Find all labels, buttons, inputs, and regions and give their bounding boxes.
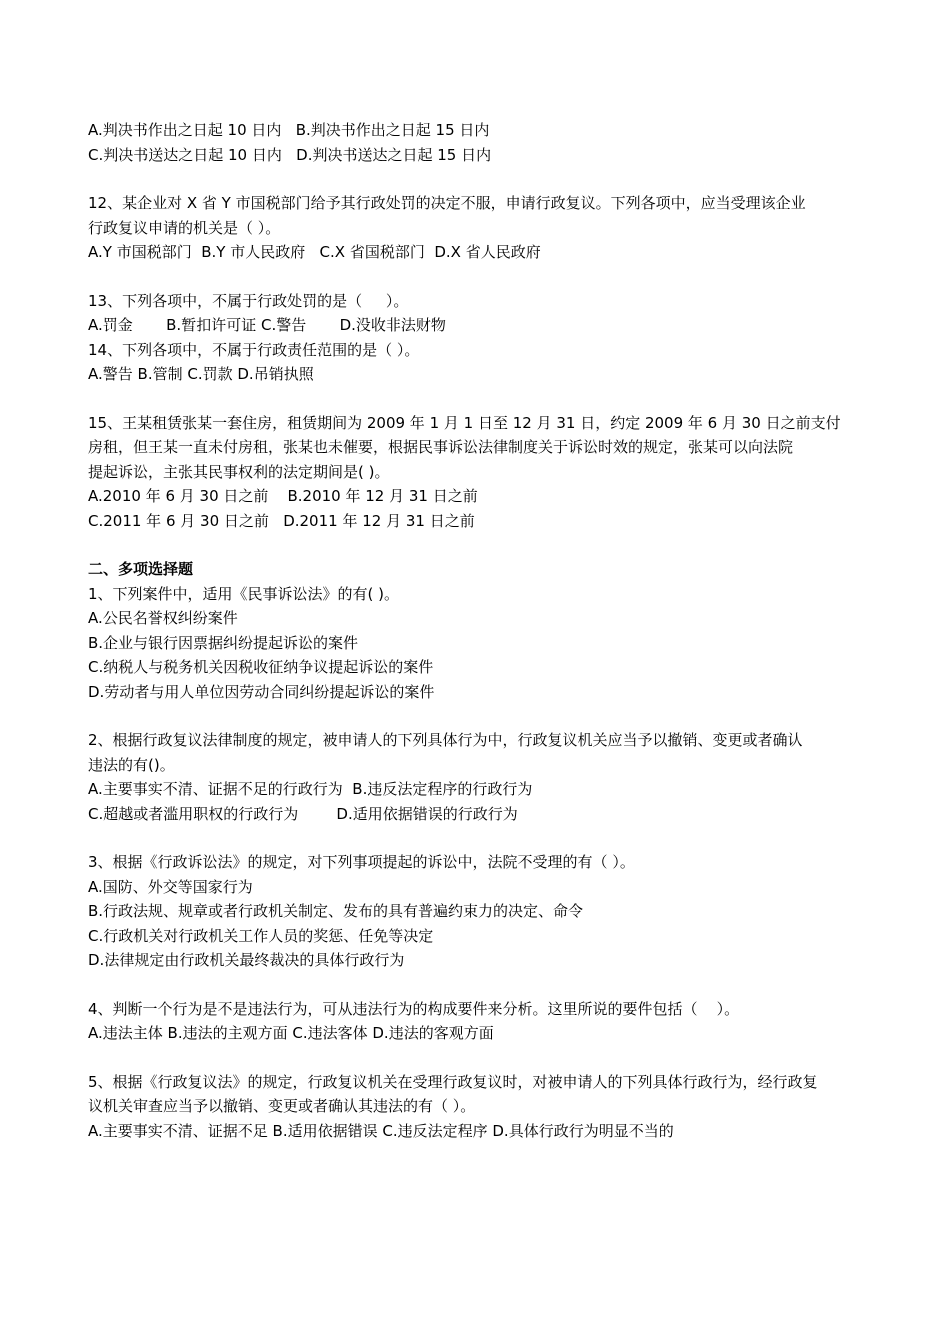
section-heading: 二、多项选择题 [88,560,194,578]
document-page [88,118,868,1143]
spacer [88,167,868,191]
q13-options: A.罚金 B.暂扣许可证 C.警告 D.没收非法财物 [88,316,446,334]
q15-stem-line-1: 15、王某租赁张某一套住房，租赁期间为 2009 年 1 月 1 日至 12 月 31 日，约定 2009 年 6 月 30 日之前支付 [88,413,841,432]
q15-stem-line-3: 提起诉讼，主张其民事权利的法定期间是( )。 [88,462,390,481]
q12-stem-line-2: 行政复议申请的机关是（ ）。 [88,218,281,237]
m3-option-c: C.行政机关对行政机关工作人员的奖惩、任免等决定 [88,926,434,945]
m3-option-a: A.国防、外交等国家行为 [88,877,253,896]
spacer [88,265,868,289]
q12-stem-line-1: 12、某企业对 X 省 Y 市国税部门给予其行政处罚的决定不服，申请行政复议。下列各项中，应当受理该企业 [88,194,806,212]
m4-stem: 4、判断一个行为是不是违法行为，可从违法行为的构成要件来分析。这里所说的要件包括（ ）。 [88,999,740,1018]
m2-stem-line-1: 2、根据行政复议法律制度的规定，被申请人的下列具体行为中，行政复议机关应当予以撤销、变更或者确认 [88,731,803,749]
q15-stem-line-2: 房租，但王某一直未付房租，张某也未催要，根据民事诉讼法律制度关于诉讼时效的规定，张某可以向法院 [88,438,794,456]
spacer [88,1046,868,1070]
spacer [88,533,868,557]
m2-options-line-1: A.主要事实不清、证据不足的行政行为 B.违反法定程序的行政行为 [88,780,533,798]
m3-option-d: D.法律规定由行政机关最终裁决的具体行政行为 [88,951,405,969]
m3-stem: 3、根据《行政诉讼法》的规定，对下列事项提起的诉讼中，法院不受理的有（ ）。 [88,853,635,871]
spacer [88,973,868,997]
m5-stem-line-2: 议机关审查应当予以撤销、变更或者确认其违法的有（ ）。 [88,1097,476,1115]
q12-options: A.Y 市国税部门 B.Y 市人民政府 C.X 省国税部门 D.X 省人民政府 [88,243,541,261]
m5-stem-line-1: 5、根据《行政复议法》的规定，行政复议机关在受理行政复议时，对被申请人的下列具体行政行为，经行政复 [88,1072,818,1091]
m2-options-line-2: C.超越或者滥用职权的行政行为 D.适用依据错误的行政行为 [88,804,518,823]
m3-option-b: B.行政法规、规章或者行政机关制定、发布的具有普遍约束力的决定、命令 [88,902,584,920]
q14-stem: 14、下列各项中，不属于行政责任范围的是（ ）。 [88,340,420,359]
q11-options-line-2: C.判决书送达之日起 10 日内 D.判决书送达之日起 15 日内 [88,145,492,164]
m1-option-a: A.公民名誉权纠纷案件 [88,609,238,627]
m1-option-c: C.纳税人与税务机关因税收征纳争议提起诉讼的案件 [88,658,434,676]
spacer [88,704,868,728]
m2-stem-line-2: 违法的有()。 [88,755,175,774]
m4-options: A.违法主体 B.违法的主观方面 C.违法客体 D.违法的客观方面 [88,1024,494,1042]
q14-options: A.警告 B.管制 C.罚款 D.吊销执照 [88,365,314,383]
q13-stem: 13、下列各项中，不属于行政处罚的是（ ）。 [88,291,409,310]
spacer [88,387,868,411]
m1-option-d: D.劳动者与用人单位因劳动合同纠纷提起诉讼的案件 [88,682,435,701]
q11-options-line-1: A.判决书作出之日起 10 日内 B.判决书作出之日起 15 日内 [88,121,490,139]
m5-options: A.主要事实不清、证据不足 B.适用依据错误 C.违反法定程序 D.具体行政行为明显不当的 [88,1121,674,1140]
spacer [88,826,868,850]
q15-options-line-2: C.2011 年 6 月 30 日之前 D.2011 年 12 月 31 日之前 [88,511,475,530]
m1-option-b: B.企业与银行因票据纠纷提起诉讼的案件 [88,633,359,652]
m1-stem: 1、下列案件中，适用《民事诉讼法》的有( )。 [88,584,400,603]
q15-options-line-1: A.2010 年 6 月 30 日之前 B.2010 年 12 月 31 日之前 [88,487,478,505]
